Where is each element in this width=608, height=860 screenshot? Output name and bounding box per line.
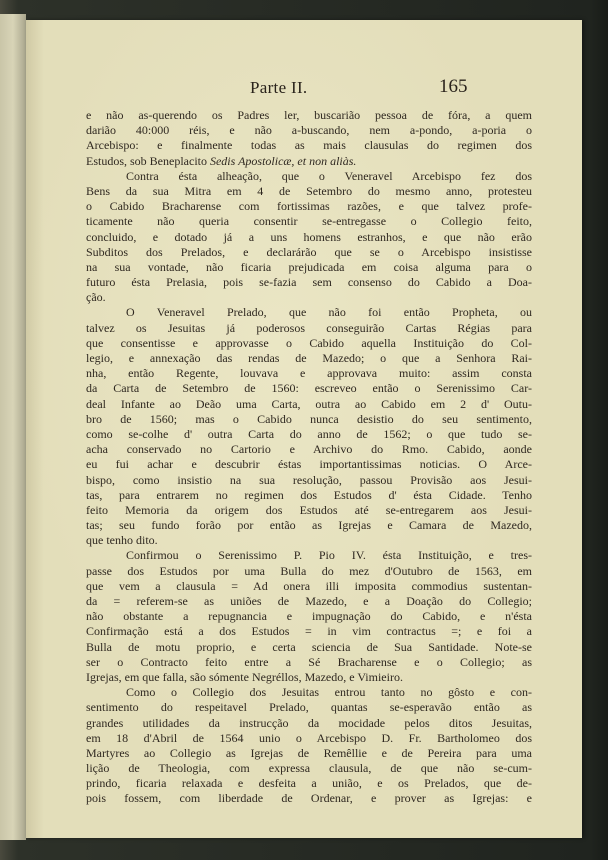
text-line: O Veneravel Prelado, que não foi então Propheta, ou [126, 305, 532, 320]
text-line: da = referem-se as uniões de Mazedo, e a Doação do Collegio; [86, 594, 532, 608]
text-line: Como o Collegio dos Jesuitas entrou tanto no gôsto e con- [126, 685, 532, 700]
text-line: Contra ésta alheação, que o Veneravel Arcebispo fez dos [126, 168, 532, 183]
text-line: que vem a clausula = Ad onera illi imposita commodius sustentan- [86, 578, 532, 593]
text-line: tas; seu fundo forão por então as Igrejas e Camara de Mazedo, [86, 518, 532, 533]
text-line: ção. [86, 290, 106, 305]
text-line: em 18 d'Abril de 1564 unio o Arcebispo D. Fr. Bartholomeo dos [86, 730, 532, 745]
running-head: Parte II. [250, 78, 308, 97]
text-line: pois fossem, com liberdade de Ordenar, e prover as Igrejas: e [86, 791, 532, 806]
text-line: da Carta de Setembro de 1560: escreveo então o Serenissimo Car- [86, 381, 532, 396]
paragraph [86, 548, 532, 685]
text-line: Martyres ao Collegio as Igrejas de Remêllie e de Pereira para uma [86, 745, 532, 760]
text-line: tas, para entrarem no regimen dos Estudos d' ésta Cidade. Tenho [86, 487, 532, 502]
text-line: e não as-querendo os Padres ler, buscarião pessoa de fóra, a quem [86, 108, 532, 122]
text-line: que consentisse e approvasse o Cabido aquella Instituição do Col- [86, 335, 532, 350]
text-line: Arcebispo: e finalmente todas as mais clausulas do regimen dos [86, 138, 532, 153]
text-line: Igrejas, em que falla, são sómente Negréllos, Mazedo, e Vimieiro. [86, 669, 403, 684]
text-line: ticamente não queria consentir se-entregasse o Collegio feito, [86, 214, 532, 229]
text-line: Subditos dos Prelados, e declarárão que se o Arcebispo insistisse [86, 244, 532, 259]
text-line: legio, e annexação das rendas de Mazedo; o que a Senhora Rai- [86, 351, 532, 365]
text-line: ser o Contracto feito entre a Sé Bracharense e o Collegio; as [86, 654, 532, 669]
text-line: o Cabido Bracharense com fortissimas razões, e que talvez profe- [86, 199, 532, 214]
text-line: feito Memoria da origem dos Estudos até se-entregarem aos Jesui- [86, 502, 532, 517]
text-line: eu fui achar e descubrir éstas importantissimas noticias. O Arce- [86, 457, 532, 472]
text-line: Bulla de motu proprio, e certa sciencia de Sua Santidade. Note-se [86, 639, 532, 654]
book-page [26, 20, 582, 838]
text-line: talvez os Jesuitas já poderosos conseguirão Cartas Régias para [86, 320, 532, 335]
text-line: Estudos, sob Beneplacito Sedis Apostolicæ, et non aliàs. [86, 153, 357, 168]
paragraph [86, 108, 532, 169]
text-line: Bens da sua Mitra em 4 de Setembro do mesmo anno, protesteu [86, 183, 532, 198]
facing-page-edge [0, 14, 26, 840]
paragraph [86, 169, 532, 306]
text-line: bispo, como insistio na sua resolução, passou Provisão aos Jesui- [86, 472, 532, 487]
text-line: grandes utilidades da instrucção da mocidade pelos ditos Jesuitas, [86, 715, 532, 730]
text-line: sentimento do respeitavel Prelado, quantas se-esperavão então as [86, 700, 532, 715]
text-line: não obstante a repugnancia e impugnação do Cabido, e n'ésta [86, 609, 532, 624]
text-line: bro de 1560; mas o Cabido nunca desistio do seu sentimento, [86, 411, 532, 426]
page-number: 165 [439, 76, 468, 97]
paragraph [86, 685, 532, 807]
text-line: lição de Theologia, com expressa clausula, de que não se-cum- [86, 761, 532, 776]
text-line: Confirmação está a dos Estudos = in vim contractus =; e foi a [86, 624, 532, 639]
text-line: que tenho dito. [86, 533, 158, 548]
paragraph [86, 305, 532, 548]
text-line: prindo, ficaria relaxada e desfeita a união, e os Prelados, que de- [86, 776, 532, 791]
text-line: acha conservado no Cartorio e Archivo do Rmo. Cabido, aonde [86, 442, 532, 457]
text-line: nha, então Regente, louvava e approvava muito: assim consta [86, 366, 532, 381]
text-line: Confirmou o Serenissimo P. Pio IV. ésta Instituição, e tres- [126, 548, 532, 563]
text-line: futuro ésta Prelasia, pois se-fazia sem consenso do Cabido a Doa- [86, 275, 532, 290]
text-line: darião 40:000 réis, e não a-buscando, nem a-pondo, a-poria o [86, 123, 532, 138]
text-line: como se-colhe d' outra Carta do anno de 1562; o que tudo se- [86, 426, 532, 441]
text-line: deal Infante ao Deão uma Carta, outra ao Cabido em 2 d' Outu- [86, 396, 532, 411]
text-line: passe dos Estudos por uma Bulla do mez d'Outubro de 1563, em [86, 563, 532, 578]
text-line: concluido, e dotado já a uns homens estranhos, e que não erão [86, 229, 532, 244]
page-header [26, 78, 582, 100]
text-line: na sua vontade, não ficaria prejudicada em coisa alguma para o [86, 259, 532, 274]
body-text [86, 108, 532, 807]
